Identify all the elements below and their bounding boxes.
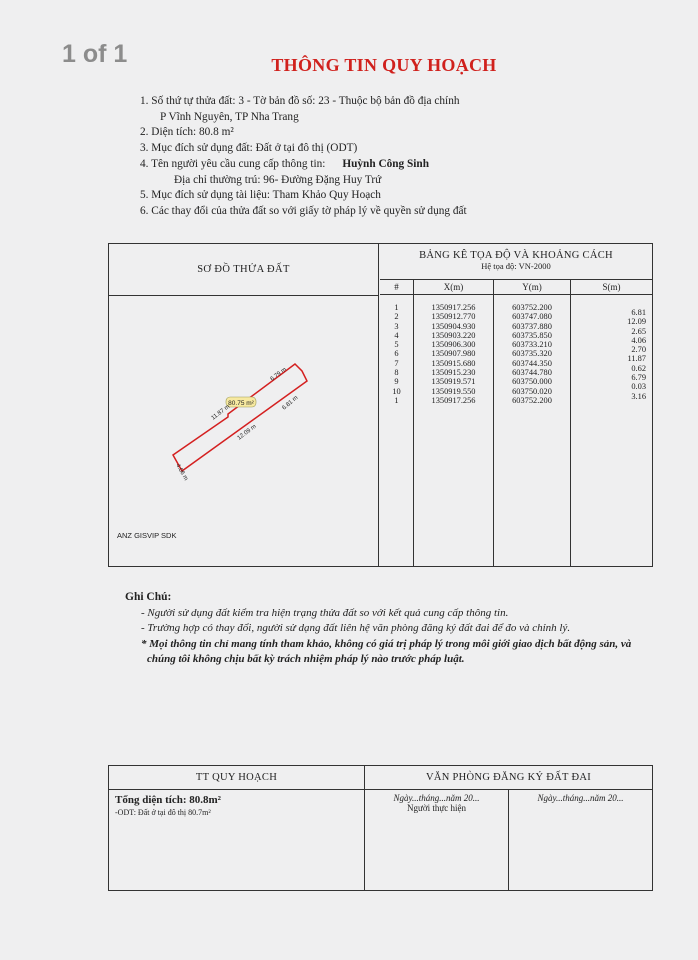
point-x: 1350904.930 [431, 321, 476, 331]
point-x: 1350906.300 [431, 340, 476, 350]
segment-distance: 2.65 [631, 326, 646, 336]
date-line-1: Ngày...tháng...năm 20... [393, 793, 480, 803]
col-s-values [571, 295, 652, 401]
point-y: 603750.000 [512, 377, 552, 387]
parcel-diagram-svg [109, 297, 379, 566]
segment-distance: 6.81 [631, 308, 646, 317]
requester-name: Huỳnh Công Sinh [342, 157, 430, 170]
coordinate-table-panel [380, 244, 652, 566]
point-index: 2 [394, 312, 399, 322]
coordinate-table-title: BẢNG KÊ TỌA ĐỘ VÀ KHOẢNG CÁCH [419, 250, 613, 261]
info-line-2: 2. Diện tích: 80.8 m² [140, 126, 234, 139]
header-land-registry: VĂN PHÒNG ĐĂNG KÝ ĐẤT ĐAI [425, 772, 592, 783]
notes-section [125, 590, 631, 667]
point-index: 9 [394, 377, 399, 387]
segment-distance: 2.70 [631, 345, 646, 355]
area-label: 80.75 m² [228, 400, 254, 407]
segment-distance: 11.87 [627, 354, 646, 364]
point-y: 603735.850 [512, 330, 552, 340]
col-x-values [414, 295, 493, 405]
point-index: 6 [394, 349, 399, 359]
signer-cell [365, 790, 509, 890]
info-line-1b: P Vĩnh Nguyên, TP Nha Trang [160, 110, 299, 123]
segment-distance: 0.62 [631, 363, 646, 373]
info-line-4 [140, 157, 467, 173]
point-y: 603747.080 [512, 312, 552, 322]
coordinate-table-header [380, 244, 652, 280]
info-line-5: 5. Mục đích sử dụng tài liệu: Tham Khảo Quy Hoạch [140, 189, 381, 202]
point-y: 603737.880 [512, 321, 552, 331]
point-index: 10 [392, 386, 401, 396]
col-header-x: X(m) [414, 280, 493, 295]
edge-label-3: 11.87 m [210, 404, 232, 422]
col-index-values [380, 295, 413, 405]
info-line-1: 1. Số thứ tự thửa đất: 3 - Tờ bản đồ số: 23 - Thuộc bộ bản đồ địa chính [140, 95, 460, 107]
point-x: 1350915.230 [431, 368, 476, 378]
point-x: 1350919.571 [431, 377, 476, 387]
notes-heading: Ghi Chú: [125, 591, 172, 603]
total-area: Tổng diện tích: 80.8m² [115, 794, 221, 806]
edge-label-2: 6.81 m [281, 395, 300, 412]
parcel-diagram-panel [109, 244, 379, 566]
point-y: 603752.200 [512, 395, 552, 405]
parcel-box [108, 243, 653, 567]
edge-label-5: 4.06 m [174, 463, 189, 482]
parcel-outline [173, 364, 307, 471]
point-index: 7 [394, 358, 399, 368]
col-index [380, 280, 414, 566]
point-index: 5 [394, 340, 399, 350]
point-y: 603752.200 [512, 303, 552, 312]
info-line-3: 3. Mục đích sử dụng đất: Đất ở tại đô thị (ODT) [140, 142, 358, 155]
parcel-info [140, 94, 467, 220]
info-line-6: 6. Các thay đổi của thửa đất so với giấy tờ pháp lý về quyền sử dụng đất [140, 204, 467, 217]
document-title: THÔNG TIN QUY HOẠCH [271, 55, 497, 75]
col-y-values [494, 295, 570, 405]
segment-distance: 12.09 [627, 317, 646, 327]
col-y [494, 280, 571, 566]
signature-box-body [109, 790, 652, 890]
point-x: 1350907.980 [431, 349, 476, 359]
segment-distance: 6.79 [631, 373, 646, 383]
info-line-4-label: 4. Tên người yêu cầu cung cấp thông tin: [140, 157, 326, 170]
date-line-2: Ngày...tháng...năm 20... [537, 793, 624, 803]
point-x: 1350915.680 [431, 358, 476, 368]
col-x [414, 280, 494, 566]
col-header-y: Y(m) [494, 280, 570, 295]
coordinate-system: Hệ tọa độ: VN-2000 [481, 261, 551, 271]
point-x: 1350917.256 [431, 303, 476, 312]
point-y: 603744.780 [512, 368, 552, 378]
point-y: 603733.210 [512, 340, 552, 350]
point-x: 1350912.770 [431, 312, 476, 322]
diagram-header: SƠ ĐỒ THỬA ĐẤT [109, 244, 378, 296]
point-x: 1350919.550 [431, 386, 476, 396]
info-line-4b: Địa chỉ thường trú: 96- Đường Đặng Huy Trứ [174, 173, 382, 186]
col-s [571, 280, 652, 566]
point-y: 603735.320 [512, 349, 552, 359]
approval-cell [509, 790, 652, 890]
point-index: 3 [394, 321, 399, 331]
note-2: - Trường hợp có thay đổi, người sử dạng đất liên hệ văn phòng đăng ký đất đai để đo và chỉnh lý. [141, 622, 571, 635]
signer-role: Người thực hiện [406, 803, 466, 813]
odt-area: -ODT: Đất ở tại đô thị 80.7m² [115, 808, 211, 817]
signature-box [108, 765, 653, 891]
point-y: 603744.350 [512, 358, 552, 368]
header-planning-center: TT QUY HOẠCH [109, 766, 365, 789]
segment-distance: 3.16 [631, 391, 646, 401]
edge-label-4: 12.09 m [236, 423, 258, 442]
point-y: 603750.020 [512, 386, 552, 396]
segment-distance: 0.03 [631, 382, 646, 392]
note-1: - Người sử dụng đất kiểm tra hiện trạng thửa đất so với kết quả cung cấp thông tin. [141, 607, 509, 620]
point-x: 1350917.256 [431, 395, 476, 405]
segment-distance: 4.06 [631, 335, 646, 345]
col-header-index: # [380, 280, 413, 295]
note-3-continued: chúng tôi không chịu bất kỳ trách nhiệm pháp lý nào trước pháp luật. [147, 652, 465, 665]
coordinate-table [380, 280, 652, 566]
point-index: 1 [394, 395, 399, 405]
edge-label-1: 6.79 m [269, 366, 288, 383]
point-index: 8 [394, 368, 399, 378]
page-indicator: 1 of 1 [62, 40, 128, 68]
point-x: 1350903.220 [431, 330, 476, 340]
note-3: * Mọi thông tin chỉ mang tính tham khảo, không có giá trị pháp lý trong môi giới giao dịch bất động sản, và [141, 637, 632, 650]
col-header-s: S(m) [571, 280, 652, 295]
area-summary [109, 790, 365, 890]
parcel-diagram [109, 297, 379, 566]
software-label: ANZ GISVIP SDK [117, 531, 177, 540]
point-index: 1 [394, 303, 399, 312]
signature-box-header [109, 766, 652, 790]
point-index: 4 [394, 330, 399, 340]
